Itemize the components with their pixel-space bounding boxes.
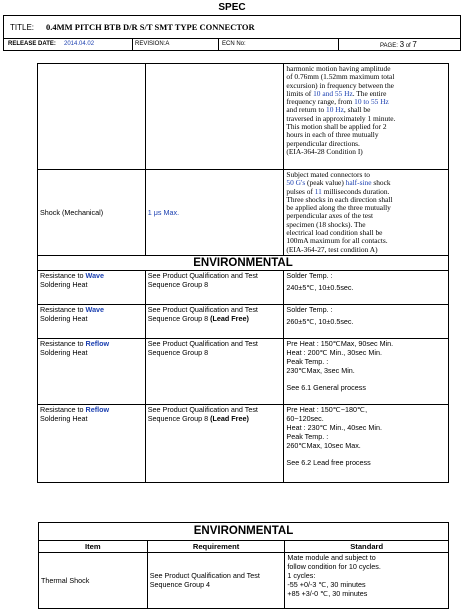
process-keyword: Wave — [85, 270, 105, 280]
frequency-range: 10 and 55 Hz — [313, 88, 353, 98]
thermal-item: Thermal Shock — [39, 553, 148, 609]
page-label: PAGE: — [380, 43, 398, 49]
text-span: milliseconds duration. — [321, 186, 390, 196]
table-row — [38, 404, 449, 482]
ecn-label: ECN No: — [222, 41, 246, 47]
requirement-text: Sequence Group 8 — [147, 413, 211, 423]
text-line: Solder Temp. : — [286, 270, 333, 280]
text-span: frequency range, from — [286, 97, 355, 107]
section-heading: ENVIRONMENTAL — [39, 523, 449, 541]
environmental-heading-row — [38, 255, 449, 270]
frequency-value: 10 Hz — [326, 105, 344, 115]
text-line: hours in each of three mutually — [286, 130, 379, 140]
text-span: limits of — [286, 88, 314, 98]
text-span: and return to — [286, 105, 327, 115]
text-line: Subject mated connectors to — [286, 170, 370, 179]
release-date-label: RELEASE DATE: — [8, 41, 56, 47]
table-row-shock — [38, 170, 449, 256]
text-line: harmonic motion having amplitude — [286, 64, 391, 73]
requirement-cell — [145, 404, 284, 482]
item-text: Soldering Heat — [40, 413, 88, 423]
requirement-text: See Product Qualification and Test — [147, 304, 258, 314]
column-header-row — [39, 541, 449, 553]
page-indicator — [380, 39, 417, 50]
text-line: perpendicular directions. — [286, 138, 360, 148]
requirement-cell — [147, 553, 285, 609]
pulse-duration: 11 — [314, 186, 322, 196]
requirement-cell — [145, 338, 284, 404]
page-of: of — [405, 43, 411, 49]
environmental-table — [38, 522, 449, 609]
title-label: TITLE: — [10, 22, 35, 32]
shock-item: Shock (Mechanical) — [38, 170, 146, 256]
page-total: 7 — [412, 40, 417, 49]
text-line: 260℃Max, 10sec Max. — [286, 440, 361, 450]
shock-requirement: 1 μs Max. — [145, 170, 284, 256]
requirement-cell — [145, 304, 284, 338]
shock-standard — [284, 170, 449, 256]
revision-label: REVISION:A — [135, 41, 170, 47]
text-line: 60~120sec. — [286, 413, 324, 423]
text-line: traversed in approximately 1 minute. — [286, 113, 396, 123]
standard-cell — [284, 304, 449, 338]
text-line: Pre Heat : 150℃Max, 90sec Min. — [286, 338, 394, 348]
section-heading: ENVIRONMENTAL — [38, 255, 449, 270]
process-keyword: Reflow — [85, 404, 110, 414]
text-line: Peak Temp. : — [286, 356, 329, 366]
text-line: Heat : 230℃ Min., 40sec Min. — [286, 422, 382, 432]
column-header-item: Item — [39, 541, 148, 553]
requirement-text: Sequence Group 8 — [147, 279, 209, 289]
title-row — [3, 15, 461, 39]
text-line: electrical load condition shall be — [286, 228, 383, 238]
text-line: of 0.76mm (1.52mm maximum total — [286, 72, 395, 82]
environmental-heading-row — [39, 523, 449, 541]
item-text: Resistance to — [40, 338, 86, 348]
meta-divider — [218, 39, 219, 50]
text-line: Heat : 200℃ Min., 30sec Min. — [286, 347, 382, 357]
text-line: Mate module and subject to — [287, 553, 376, 562]
item-text: Soldering Heat — [40, 279, 88, 289]
text-line: 1 cycles: — [287, 570, 316, 580]
text-line: 230℃Max, 3sec Min. — [286, 365, 355, 375]
requirement-text: See Product Qualification and Test — [147, 404, 258, 414]
meta-divider — [132, 39, 133, 50]
item-text: Soldering Heat — [40, 313, 88, 323]
text-line: +85 +3/-0 ℃, 30 minutes — [287, 588, 368, 598]
requirement-text: Sequence Group 8 — [147, 313, 211, 323]
text-line: Solder Temp. : — [286, 304, 333, 314]
item-text: Resistance to — [40, 304, 86, 314]
frequency-range: 10 to 55 Hz — [354, 97, 389, 107]
requirement-text: See Product Qualification and Test — [147, 338, 258, 348]
vibration-standard — [284, 64, 449, 170]
lead-free-tag: (Lead Free) — [210, 413, 249, 423]
item-text: Resistance to — [40, 404, 86, 414]
meta-divider — [338, 39, 339, 50]
table-row — [38, 338, 449, 404]
standard-cell — [284, 338, 449, 404]
text-line: Pre Heat : 150℃~180℃, — [286, 404, 368, 414]
page-number: 3 — [399, 40, 405, 49]
text-line: follow condition for 10 cycles. — [287, 561, 381, 571]
text-line: (EIA-364-27, test condition A) — [286, 244, 378, 254]
process-keyword: Reflow — [85, 338, 110, 348]
text-line: specimen (18 shocks). The — [286, 219, 366, 229]
table-row — [38, 270, 449, 304]
release-date-value: 2014.04.02 — [64, 41, 95, 47]
text-span: pulses of — [286, 186, 315, 196]
text-line: See 6.1 General process — [286, 383, 366, 393]
item-cell — [38, 270, 146, 304]
process-keyword: Wave — [85, 304, 105, 314]
item-cell — [38, 64, 146, 170]
requirement-cell — [145, 64, 284, 170]
requirement-text: Sequence Group 8 — [147, 347, 209, 357]
table-row — [38, 304, 449, 338]
standard-cell — [284, 404, 449, 482]
text-line: perpendicular axes of the test — [286, 211, 374, 221]
text-line: be applied along the three mutually — [286, 203, 391, 213]
item-text: Soldering Heat — [40, 347, 88, 357]
text-line: See 6.2 Lead free process — [286, 458, 371, 468]
lead-free-tag: (Lead Free) — [210, 313, 249, 323]
text-span: (peak value) — [305, 178, 346, 188]
spec-table — [37, 63, 449, 483]
item-text: Resistance to — [40, 270, 86, 280]
text-span: shock — [371, 178, 391, 188]
standard-cell — [285, 553, 449, 609]
item-cell — [38, 404, 146, 482]
text-line: (EIA-364-28 Condition I) — [286, 146, 363, 156]
standard-cell — [284, 270, 449, 304]
text-line: 100mA maximum for all contacts. — [286, 236, 388, 246]
text-line: Three shocks in each direction shall — [286, 194, 393, 204]
requirement-cell — [145, 270, 284, 304]
text-line: -55 +0/-3 ℃, 30 minutes — [287, 579, 366, 589]
column-header-standard: Standard — [285, 541, 449, 553]
column-header-requirement: Requirement — [147, 541, 285, 553]
requirement-text: Sequence Group 4 — [149, 579, 211, 589]
g-value: 50 G's — [286, 178, 306, 188]
text-line: 240±5℃, 10±0.5sec. — [286, 282, 354, 292]
item-cell — [38, 304, 146, 338]
text-line: This motion shall be applied for 2 — [286, 122, 387, 132]
text-line: Peak Temp. : — [286, 431, 329, 441]
spec-heading: SPEC — [218, 2, 246, 13]
requirement-text: See Product Qualification and Test — [149, 570, 260, 580]
pulse-shape: half-sine — [345, 178, 372, 188]
text-span: . The entire — [352, 88, 387, 98]
table-row-vibration — [38, 64, 449, 170]
table-row-thermal-shock — [39, 553, 449, 609]
document-title: 0.4MM PITCH BTB D/R S/T SMT TYPE CONNECTOR — [46, 22, 255, 32]
text-line: excursion) in frequency between the — [286, 80, 394, 90]
text-line: 260±5℃, 10±0.5sec. — [286, 316, 354, 326]
text-span: , shall be — [343, 105, 371, 115]
item-cell — [38, 338, 146, 404]
requirement-text: See Product Qualification and Test — [147, 270, 258, 280]
meta-row — [3, 39, 461, 51]
